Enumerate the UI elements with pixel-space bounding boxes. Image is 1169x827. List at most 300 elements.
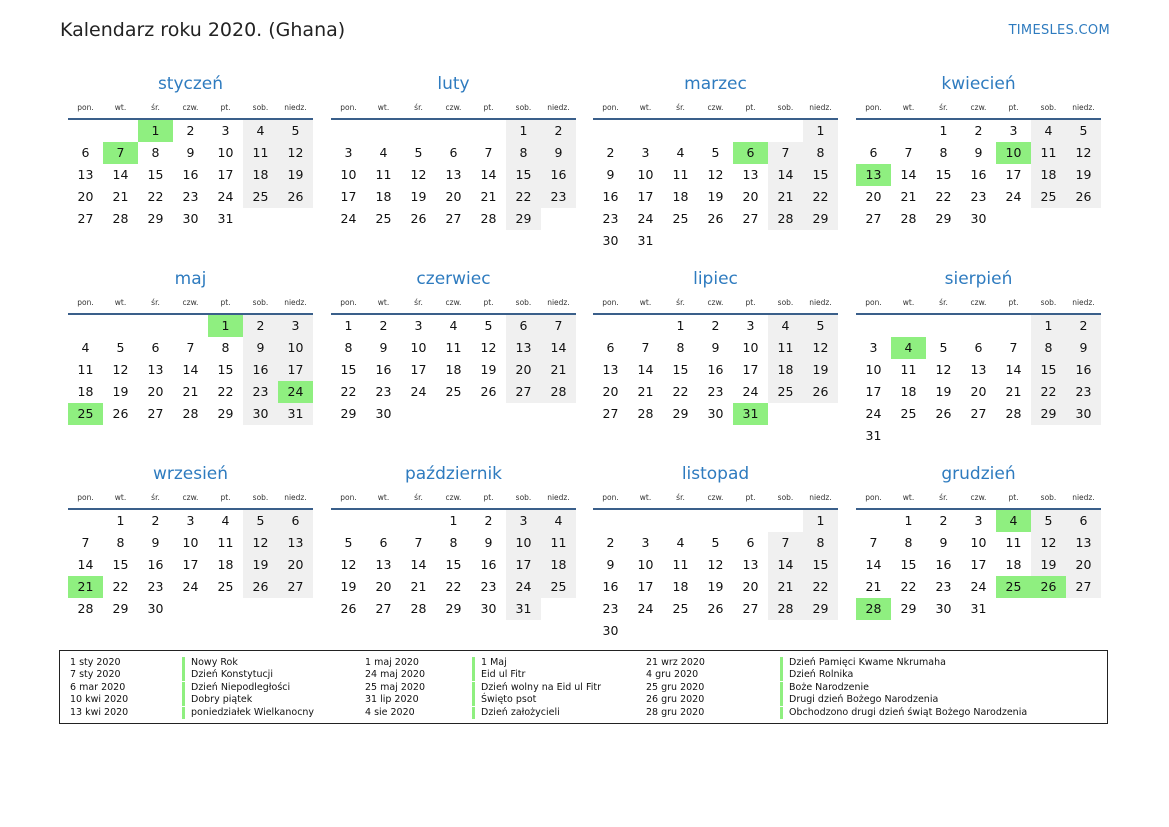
day-cell: 20 (970, 384, 987, 399)
holiday-day-cell: 21 (68, 576, 103, 598)
day-cell: 11 (541, 532, 576, 554)
legend-date: 25 gru 2020 (646, 681, 705, 693)
weekday-label: sob. (252, 493, 269, 502)
legend-holiday-name: Dzień Rolnika (780, 669, 853, 681)
day-cell: 9 (243, 337, 278, 359)
legend-holiday-name: Święto psot (472, 694, 536, 706)
month-name: lipiec (693, 269, 738, 289)
weekday-label: czw. (970, 103, 987, 112)
day-cell: 1 (803, 120, 838, 142)
weekday-label: czw. (707, 298, 724, 307)
day-cell: 18 (445, 362, 462, 377)
brand-link[interactable]: TIMESLES.COM (1008, 23, 1110, 38)
day-cell: 14 (112, 167, 129, 182)
holiday-day-cell: 10 (996, 142, 1031, 164)
day-cell: 24 (742, 384, 759, 399)
month-name: sierpień (944, 269, 1013, 289)
day-cell: 17 (217, 167, 234, 182)
legend-date: 1 maj 2020 (365, 657, 419, 668)
day-cell: 23 (182, 189, 199, 204)
day-cell: 10 (506, 532, 541, 554)
weekday-label: śr. (676, 103, 685, 112)
weekday-label: niedz. (284, 298, 307, 307)
day-cell: 12 (707, 557, 724, 572)
day-cell: 22 (900, 579, 917, 594)
day-cell: 1 (506, 120, 541, 142)
weekday-label: pt. (1008, 298, 1019, 307)
day-cell: 5 (116, 340, 125, 355)
day-cell: 23 (707, 384, 724, 399)
day-cell: 6 (974, 340, 983, 355)
day-cell: 10 (340, 167, 357, 182)
day-cell: 30 (147, 601, 164, 616)
day-cell: 24 (1005, 189, 1022, 204)
day-cell: 13 (742, 557, 759, 572)
weekday-label: niedz. (547, 103, 570, 112)
legend-holiday-name: poniedziałek Wielkanocny (182, 707, 314, 719)
weekday-label: pon. (602, 298, 619, 307)
day-cell: 24 (506, 576, 541, 598)
weekday-label: pon. (77, 493, 94, 502)
day-cell: 21 (182, 384, 199, 399)
day-cell: 10 (865, 362, 882, 377)
legend-date: 26 gru 2020 (646, 694, 705, 706)
day-cell: 25 (445, 384, 462, 399)
day-cell: 3 (1009, 123, 1018, 138)
day-cell: 23 (1066, 381, 1101, 403)
day-cell: 8 (151, 145, 160, 160)
day-cell: 1 (904, 513, 913, 528)
day-cell: 10 (970, 535, 987, 550)
legend-date: 1 sty 2020 (70, 657, 121, 668)
day-cell: 21 (865, 579, 882, 594)
day-cell: 29 (112, 601, 129, 616)
day-cell: 5 (711, 145, 720, 160)
weekday-label: czw. (445, 493, 462, 502)
day-cell: 22 (340, 384, 357, 399)
legend-holiday-name: Obchodzono drugi dzień świąt Bożego Narodzenia (780, 707, 1027, 719)
day-cell: 12 (278, 142, 313, 164)
day-cell: 20 (77, 189, 94, 204)
legend-holiday-name: Nowy Rok (182, 657, 238, 669)
day-cell: 28 (77, 601, 94, 616)
day-cell: 26 (480, 384, 497, 399)
day-cell: 9 (484, 535, 493, 550)
day-cell: 2 (1066, 315, 1101, 337)
weekday-label: niedz. (809, 103, 832, 112)
weekday-label: pt. (220, 298, 231, 307)
weekday-label: sob. (1040, 493, 1057, 502)
day-cell: 22 (1031, 381, 1066, 403)
day-cell: 6 (506, 315, 541, 337)
day-cell: 16 (602, 579, 619, 594)
day-cell: 14 (480, 167, 497, 182)
day-cell: 19 (278, 164, 313, 186)
weekday-label: czw. (182, 493, 199, 502)
day-cell: 13 (970, 362, 987, 377)
month-divider (593, 118, 838, 120)
day-cell: 4 (379, 145, 388, 160)
day-cell: 8 (904, 535, 913, 550)
day-cell: 20 (375, 579, 392, 594)
holiday-day-cell: 13 (856, 164, 891, 186)
weekday-label: sob. (515, 103, 532, 112)
day-cell: 11 (768, 337, 803, 359)
day-cell: 16 (541, 164, 576, 186)
day-cell: 21 (768, 186, 803, 208)
day-cell: 29 (340, 406, 357, 421)
day-cell: 11 (217, 535, 234, 550)
day-cell: 29 (672, 406, 689, 421)
weekday-label: czw. (182, 103, 199, 112)
weekday-label: śr. (414, 493, 423, 502)
day-cell: 14 (865, 557, 882, 572)
day-cell: 24 (410, 384, 427, 399)
day-cell: 3 (641, 535, 650, 550)
weekday-label: pt. (745, 493, 756, 502)
day-cell: 9 (151, 535, 160, 550)
weekday-label: sob. (777, 493, 794, 502)
day-cell: 19 (112, 384, 129, 399)
day-cell: 16 (182, 167, 199, 182)
weekday-label: wt. (902, 103, 915, 112)
day-cell: 30 (1066, 403, 1101, 425)
day-cell: 1 (803, 510, 838, 532)
day-cell: 5 (484, 318, 493, 333)
day-cell: 18 (217, 557, 234, 572)
day-cell: 1 (116, 513, 125, 528)
day-cell: 26 (935, 406, 952, 421)
day-cell: 3 (186, 513, 195, 528)
day-cell: 6 (81, 145, 90, 160)
day-cell: 14 (768, 164, 803, 186)
weekday-label: pt. (745, 298, 756, 307)
day-cell: 5 (278, 120, 313, 142)
day-cell: 10 (182, 535, 199, 550)
weekday-label: wt. (902, 298, 915, 307)
day-cell: 16 (707, 362, 724, 377)
day-cell: 21 (541, 359, 576, 381)
day-cell: 26 (707, 601, 724, 616)
day-cell: 22 (147, 189, 164, 204)
day-cell: 21 (480, 189, 497, 204)
day-cell: 25 (217, 579, 234, 594)
day-cell: 31 (637, 233, 654, 248)
day-cell: 14 (410, 557, 427, 572)
legend-holiday-name: Dzień Niepodległości (182, 682, 290, 694)
day-cell: 10 (410, 340, 427, 355)
day-cell: 12 (803, 337, 838, 359)
day-cell: 20 (742, 189, 759, 204)
day-cell: 8 (506, 142, 541, 164)
day-cell: 31 (217, 211, 234, 226)
day-cell: 17 (182, 557, 199, 572)
weekday-label: wt. (902, 493, 915, 502)
day-cell: 3 (278, 315, 313, 337)
day-cell: 7 (414, 535, 423, 550)
day-cell: 12 (707, 167, 724, 182)
holiday-day-cell: 1 (208, 315, 243, 337)
day-cell: 15 (1031, 359, 1066, 381)
day-cell: 13 (602, 362, 619, 377)
day-cell: 24 (182, 579, 199, 594)
day-cell: 3 (506, 510, 541, 532)
day-cell: 3 (974, 513, 983, 528)
day-cell: 8 (803, 142, 838, 164)
day-cell: 24 (217, 189, 234, 204)
day-cell: 10 (278, 337, 313, 359)
day-cell: 29 (900, 601, 917, 616)
day-cell: 28 (182, 406, 199, 421)
day-cell: 14 (182, 362, 199, 377)
day-cell: 11 (672, 557, 689, 572)
day-cell: 20 (1066, 554, 1101, 576)
weekday-label: czw. (445, 298, 462, 307)
day-cell: 16 (375, 362, 392, 377)
day-cell: 24 (637, 601, 654, 616)
day-cell: 25 (672, 211, 689, 226)
day-cell: 4 (81, 340, 90, 355)
day-cell: 28 (768, 208, 803, 230)
day-cell: 14 (900, 167, 917, 182)
day-cell: 17 (1005, 167, 1022, 182)
day-cell: 26 (410, 211, 427, 226)
holiday-legend (59, 650, 1108, 724)
day-cell: 30 (480, 601, 497, 616)
weekday-label: pon. (602, 493, 619, 502)
day-cell: 22 (112, 579, 129, 594)
day-cell: 27 (865, 211, 882, 226)
day-cell: 16 (480, 557, 497, 572)
day-cell: 26 (112, 406, 129, 421)
day-cell: 12 (340, 557, 357, 572)
weekday-label: pt. (220, 493, 231, 502)
weekday-label: pt. (483, 298, 494, 307)
month-name: czerwiec (416, 269, 491, 289)
day-cell: 2 (606, 535, 615, 550)
legend-date: 25 maj 2020 (365, 681, 426, 693)
day-cell: 19 (935, 384, 952, 399)
page-title: Kalendarz roku 2020. (Ghana) (60, 19, 346, 41)
holiday-day-cell: 4 (891, 337, 926, 359)
day-cell: 8 (803, 532, 838, 554)
weekday-label: śr. (151, 493, 160, 502)
legend-holiday-name: Dzień Pamięci Kwame Nkrumaha (780, 657, 946, 669)
day-cell: 25 (768, 381, 803, 403)
day-cell: 23 (243, 381, 278, 403)
weekday-label: wt. (114, 103, 127, 112)
day-cell: 27 (742, 211, 759, 226)
day-cell: 6 (1066, 510, 1101, 532)
day-cell: 16 (1066, 359, 1101, 381)
day-cell: 9 (1066, 337, 1101, 359)
day-cell: 19 (243, 554, 278, 576)
weekday-label: wt. (114, 298, 127, 307)
day-cell: 17 (410, 362, 427, 377)
day-cell: 6 (151, 340, 160, 355)
month-name: styczeń (157, 74, 224, 94)
day-cell: 28 (480, 211, 497, 226)
weekday-label: wt. (639, 103, 652, 112)
day-cell: 30 (375, 406, 392, 421)
day-cell: 27 (77, 211, 94, 226)
day-cell: 15 (445, 557, 462, 572)
day-cell: 14 (768, 554, 803, 576)
day-cell: 25 (900, 406, 917, 421)
day-cell: 2 (541, 120, 576, 142)
weekday-label: śr. (676, 298, 685, 307)
day-cell: 2 (974, 123, 983, 138)
day-cell: 29 (1031, 403, 1066, 425)
day-cell: 9 (939, 535, 948, 550)
day-cell: 9 (186, 145, 195, 160)
day-cell: 5 (243, 510, 278, 532)
day-cell: 19 (707, 579, 724, 594)
day-cell: 27 (742, 601, 759, 616)
day-cell: 14 (637, 362, 654, 377)
weekday-label: sob. (777, 103, 794, 112)
weekday-label: śr. (939, 298, 948, 307)
day-cell: 9 (606, 557, 615, 572)
day-cell: 26 (243, 576, 278, 598)
weekday-label: sob. (515, 493, 532, 502)
day-cell: 18 (77, 384, 94, 399)
weekday-label: niedz. (284, 493, 307, 502)
day-cell: 18 (768, 359, 803, 381)
weekday-label: czw. (970, 298, 987, 307)
day-cell: 28 (112, 211, 129, 226)
day-cell: 27 (602, 406, 619, 421)
day-cell: 1 (676, 318, 685, 333)
day-cell: 10 (217, 145, 234, 160)
day-cell: 27 (506, 381, 541, 403)
day-cell: 12 (410, 167, 427, 182)
day-cell: 19 (1031, 554, 1066, 576)
day-cell: 12 (1031, 532, 1066, 554)
weekday-label: niedz. (1072, 103, 1095, 112)
day-cell: 8 (449, 535, 458, 550)
legend-holiday-name: Dzień Konstytucji (182, 669, 273, 681)
day-cell: 2 (606, 145, 615, 160)
legend-date: 7 sty 2020 (70, 669, 121, 681)
day-cell: 26 (278, 186, 313, 208)
day-cell: 16 (935, 557, 952, 572)
day-cell: 6 (379, 535, 388, 550)
day-cell: 13 (278, 532, 313, 554)
day-cell: 21 (637, 384, 654, 399)
day-cell: 18 (1005, 557, 1022, 572)
day-cell: 18 (541, 554, 576, 576)
day-cell: 1 (344, 318, 353, 333)
weekday-label: czw. (445, 103, 462, 112)
weekday-label: niedz. (809, 493, 832, 502)
day-cell: 8 (1031, 337, 1066, 359)
day-cell: 28 (410, 601, 427, 616)
day-cell: 6 (449, 145, 458, 160)
day-cell: 24 (970, 579, 987, 594)
day-cell: 7 (81, 535, 90, 550)
weekday-label: sob. (1040, 103, 1057, 112)
day-cell: 11 (243, 142, 278, 164)
day-cell: 29 (803, 598, 838, 620)
day-cell: 18 (672, 189, 689, 204)
day-cell: 20 (506, 359, 541, 381)
day-cell: 17 (506, 554, 541, 576)
holiday-day-cell: 31 (733, 403, 768, 425)
month-name: luty (437, 74, 470, 94)
day-cell: 21 (900, 189, 917, 204)
day-cell: 15 (900, 557, 917, 572)
weekday-label: niedz. (809, 298, 832, 307)
day-cell: 24 (637, 211, 654, 226)
weekday-label: czw. (182, 298, 199, 307)
day-cell: 2 (243, 315, 278, 337)
day-cell: 23 (375, 384, 392, 399)
day-cell: 6 (746, 535, 755, 550)
weekday-label: sob. (252, 298, 269, 307)
day-cell: 1 (449, 513, 458, 528)
holiday-day-cell: 6 (733, 142, 768, 164)
day-cell: 12 (112, 362, 129, 377)
holiday-day-cell: 25 (68, 403, 103, 425)
day-cell: 9 (974, 145, 983, 160)
legend-holiday-name: Drugi dzień Bożego Narodzenia (780, 694, 938, 706)
legend-holiday-name: Dzień wolny na Eid ul Fitr (472, 682, 601, 694)
holiday-day-cell: 4 (996, 510, 1031, 532)
day-cell: 25 (243, 186, 278, 208)
weekday-label: pt. (745, 103, 756, 112)
day-cell: 3 (221, 123, 230, 138)
day-cell: 5 (344, 535, 353, 550)
day-cell: 9 (711, 340, 720, 355)
day-cell: 3 (344, 145, 353, 160)
day-cell: 17 (742, 362, 759, 377)
day-cell: 13 (742, 167, 759, 182)
legend-date: 31 lip 2020 (365, 694, 419, 706)
day-cell: 5 (939, 340, 948, 355)
day-cell: 18 (900, 384, 917, 399)
day-cell: 23 (602, 601, 619, 616)
day-cell: 28 (637, 406, 654, 421)
day-cell: 25 (672, 601, 689, 616)
day-cell: 4 (541, 510, 576, 532)
holiday-day-cell: 24 (278, 381, 313, 403)
day-cell: 20 (147, 384, 164, 399)
day-cell: 8 (221, 340, 230, 355)
day-cell: 15 (340, 362, 357, 377)
weekday-label: sob. (515, 298, 532, 307)
weekday-label: pon. (865, 298, 882, 307)
day-cell: 25 (1031, 186, 1066, 208)
day-cell: 3 (414, 318, 423, 333)
month-name: marzec (684, 74, 747, 94)
weekday-label: pon. (340, 103, 357, 112)
day-cell: 11 (1031, 142, 1066, 164)
day-cell: 21 (410, 579, 427, 594)
legend-holiday-name: Dobry piątek (182, 694, 252, 706)
holiday-day-cell: 7 (103, 142, 138, 164)
day-cell: 22 (506, 186, 541, 208)
day-cell: 23 (602, 211, 619, 226)
day-cell: 7 (768, 142, 803, 164)
month-name: maj (174, 269, 207, 289)
day-cell: 11 (375, 167, 392, 182)
weekday-label: niedz. (547, 493, 570, 502)
weekday-label: pon. (865, 493, 882, 502)
day-cell: 17 (340, 189, 357, 204)
weekday-label: wt. (114, 493, 127, 502)
day-cell: 27 (147, 406, 164, 421)
